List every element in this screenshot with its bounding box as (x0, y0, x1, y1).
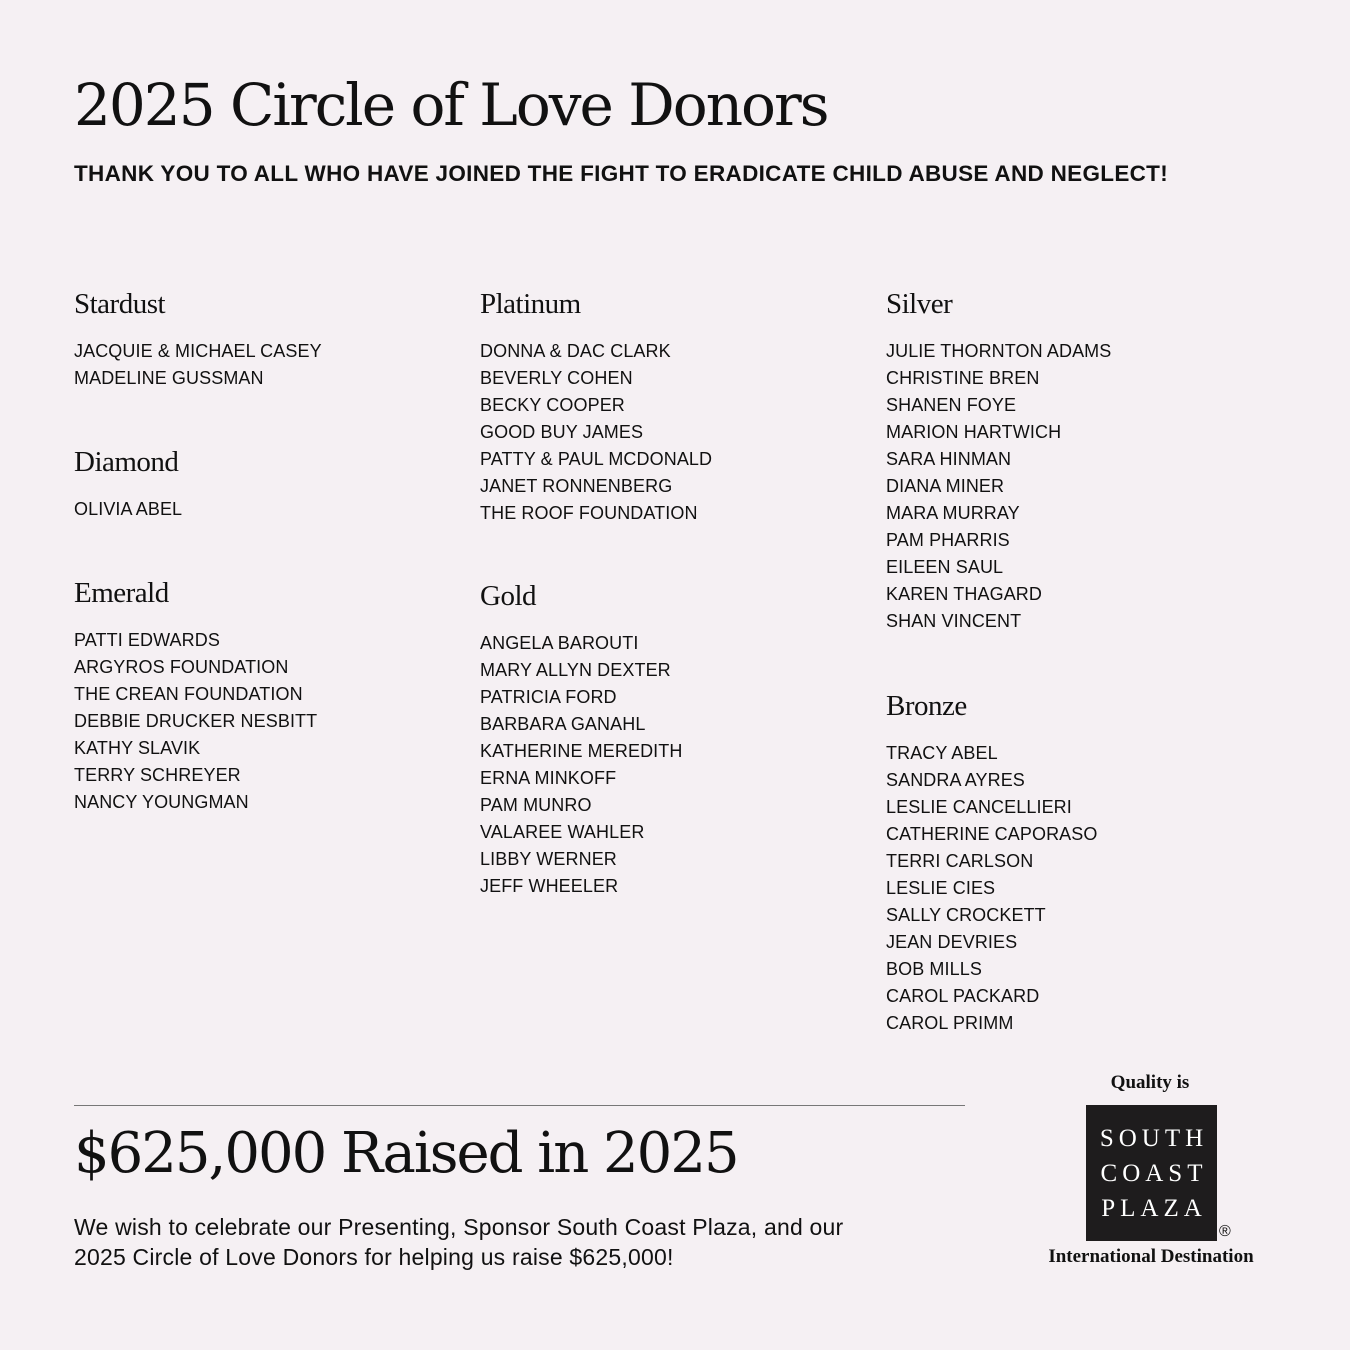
donor-name: SHAN VINCENT (886, 611, 1022, 631)
divider (74, 1105, 965, 1106)
page-title: 2025 Circle of Love Donors (74, 71, 828, 139)
donor-list (74, 338, 454, 392)
donor-name: JEAN DEVRIES (886, 932, 1018, 952)
donor-name: LIBBY WERNER (480, 849, 617, 869)
donor-name: MARY ALLYN DEXTER (480, 660, 671, 680)
tier-platinum (480, 284, 860, 527)
logo-tagline-bottom: International Destination (1048, 1246, 1254, 1267)
donor-name: JACQUIE & MICHAEL CASEY (74, 341, 322, 361)
donor-list (480, 338, 860, 527)
donor-name: MARA MURRAY (886, 503, 1020, 523)
tier-title: Bronze (886, 690, 967, 722)
donor-list (886, 740, 1266, 1037)
tier-diamond (74, 442, 454, 523)
donor-list (886, 338, 1266, 635)
tier-silver (886, 284, 1266, 635)
donor-name: SHANEN FOYE (886, 395, 1017, 415)
donor-name: LESLIE CANCELLIERI (886, 797, 1072, 817)
donor-name: THE ROOF FOUNDATION (480, 503, 698, 523)
logo-tagline-top: Quality is (1110, 1072, 1190, 1093)
donor-name: DEBBIE DRUCKER NESBITT (74, 711, 318, 731)
donor-name: KAREN THAGARD (886, 584, 1042, 604)
donor-name: JANET RONNENBERG (480, 476, 673, 496)
donor-name: KATHY SLAVIK (74, 738, 201, 758)
donor-name: JULIE THORNTON ADAMS (886, 341, 1112, 361)
donor-name: EILEEN SAUL (886, 557, 1004, 577)
registered-mark: ® (1219, 1223, 1231, 1240)
tier-title: Emerald (74, 577, 169, 609)
donor-name: PATRICIA FORD (480, 687, 617, 707)
donor-name: DIANA MINER (886, 476, 1005, 496)
donor-name: TERRY SCHREYER (74, 765, 241, 785)
donor-name: SALLY CROCKETT (886, 905, 1046, 925)
donor-name: OLIVIA ABEL (74, 499, 183, 519)
donor-name: PAM PHARRIS (886, 530, 1010, 550)
donor-name: CAROL PACKARD (886, 986, 1040, 1006)
donor-name: ERNA MINKOFF (480, 768, 617, 788)
logo-line: COAST (1100, 1159, 1208, 1187)
donor-name: SARA HINMAN (886, 449, 1012, 469)
donor-name: TERRI CARLSON (886, 851, 1034, 871)
tier-stardust (74, 284, 454, 392)
donor-name: DONNA & DAC CLARK (480, 341, 671, 361)
donor-name: KATHERINE MEREDITH (480, 741, 683, 761)
donor-name: BECKY COOPER (480, 395, 625, 415)
page-subtitle: THANK YOU TO ALL WHO HAVE JOINED THE FIGHT TO ERADICATE CHILD ABUSE AND NEGLECT! (74, 161, 1169, 186)
donor-name: PAM MUNRO (480, 795, 592, 815)
donor-name: LESLIE CIES (886, 878, 996, 898)
donor-list (480, 630, 860, 900)
donor-name: TRACY ABEL (886, 743, 998, 763)
tier-emerald (74, 573, 454, 816)
tier-title: Gold (480, 580, 536, 612)
tier-bronze (886, 686, 1266, 1037)
logo-line: SOUTH (1099, 1124, 1209, 1152)
tier-gold (480, 576, 860, 900)
tier-title: Diamond (74, 446, 179, 478)
donor-name: MARION HARTWICH (886, 422, 1062, 442)
donor-name: CAROL PRIMM (886, 1013, 1014, 1033)
donor-list (74, 627, 454, 816)
donor-list (74, 496, 454, 523)
donor-name: VALAREE WAHLER (480, 822, 645, 842)
donor-name: NANCY YOUNGMAN (74, 792, 249, 812)
donor-name: GOOD BUY JAMES (480, 422, 644, 442)
tier-title: Silver (886, 288, 953, 320)
donor-name: ARGYROS FOUNDATION (74, 657, 289, 677)
tier-title: Platinum (480, 288, 581, 320)
donor-name: PATTY & PAUL MCDONALD (480, 449, 713, 469)
donor-name: SANDRA AYRES (886, 770, 1025, 790)
donor-name: CHRISTINE BREN (886, 368, 1040, 388)
donor-name: JEFF WHEELER (480, 876, 619, 896)
donor-name: THE CREAN FOUNDATION (74, 684, 303, 704)
donor-name: BOB MILLS (886, 959, 982, 979)
donor-name: BARBARA GANAHL (480, 714, 646, 734)
tier-title: Stardust (74, 288, 166, 320)
donor-name: PATTI EDWARDS (74, 630, 220, 650)
thank-you-message: We wish to celebrate our Presenting, Sponsor South Coast Plaza, and our 2025 Circle of Love Donors for helping us raise $625,000! (74, 1214, 844, 1270)
amount-raised-heading: $625,000 Raised in 2025 (74, 1121, 738, 1186)
logo-line: PLAZA (1101, 1194, 1207, 1222)
donor-name: MADELINE GUSSMAN (74, 368, 264, 388)
logo-box (1086, 1105, 1217, 1241)
donor-name: CATHERINE CAPORASO (886, 824, 1098, 844)
donor-name: BEVERLY COHEN (480, 368, 633, 388)
donor-name: ANGELA BAROUTI (480, 633, 639, 653)
